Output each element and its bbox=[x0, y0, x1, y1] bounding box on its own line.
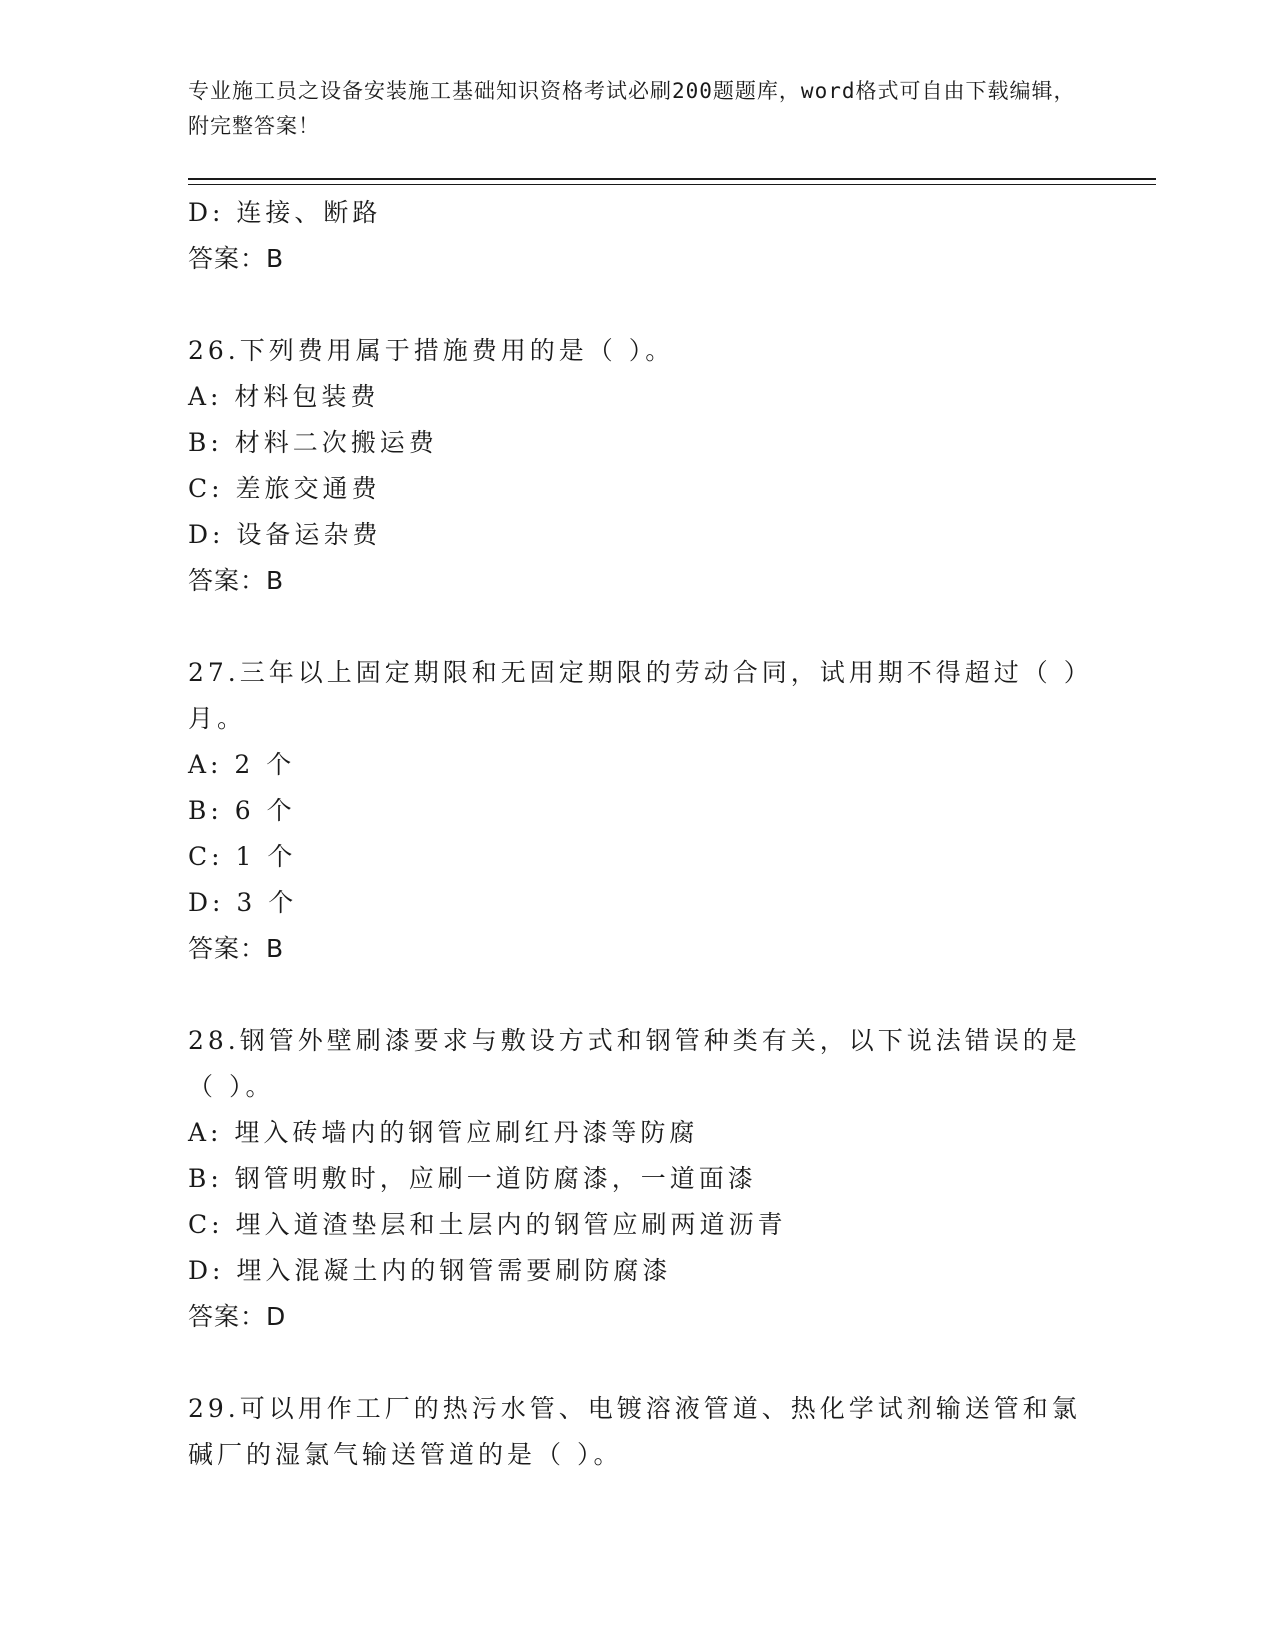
spacer bbox=[188, 282, 1088, 328]
option-d: D: 设备运杂费 bbox=[188, 520, 382, 549]
question-28 bbox=[188, 1018, 1088, 1340]
question-29 bbox=[188, 1386, 1088, 1478]
answer-label: 答案：B bbox=[188, 934, 285, 963]
option-b: B: 6 个 bbox=[188, 796, 296, 825]
question-26 bbox=[188, 328, 1088, 604]
question-stem: 27.三年以上固定期限和无固定期限的劳动合同，试用期不得超过（ ）月。 bbox=[188, 658, 1081, 733]
option-d: D: 3 个 bbox=[188, 888, 298, 917]
question-stem: 26.下列费用属于措施费用的是（ ）。 bbox=[188, 336, 675, 365]
header-rule-thick bbox=[188, 178, 1156, 180]
option-c: C: 1 个 bbox=[188, 842, 297, 871]
option-a: A: 埋入砖墙内的钢管应刷红丹漆等防腐 bbox=[188, 1118, 699, 1147]
spacer bbox=[188, 972, 1088, 1018]
option-d: D: 埋入混凝土内的钢管需要刷防腐漆 bbox=[188, 1256, 672, 1285]
option-a: A: 2 个 bbox=[188, 750, 296, 779]
spacer bbox=[188, 604, 1088, 650]
option-d: D: 连接、断路 bbox=[188, 198, 382, 227]
answer-label: 答案：B bbox=[188, 244, 285, 273]
option-b: B: 材料二次搬运费 bbox=[188, 428, 438, 457]
question-stem: 28.钢管外壁刷漆要求与敷设方式和钢管种类有关，以下说法错误的是（ ）。 bbox=[188, 1026, 1081, 1101]
header-rule-thin bbox=[188, 184, 1156, 185]
answer-label: 答案：B bbox=[188, 566, 285, 595]
spacer bbox=[188, 1340, 1088, 1386]
question-stem: 29.可以用作工厂的热污水管、电镀溶液管道、热化学试剂输送管和氯碱厂的湿氯气输送管道的是（ ）。 bbox=[188, 1394, 1081, 1469]
option-c: C: 埋入道渣垫层和土层内的钢管应刷两道沥青 bbox=[188, 1210, 787, 1239]
option-c: C: 差旅交通费 bbox=[188, 474, 381, 503]
option-a: A: 材料包装费 bbox=[188, 382, 380, 411]
answer-label: 答案：D bbox=[188, 1302, 287, 1331]
question-25-tail bbox=[188, 190, 1088, 282]
option-b: B: 钢管明敷时，应刷一道防腐漆，一道面漆 bbox=[188, 1164, 757, 1193]
question-27 bbox=[188, 650, 1088, 972]
question-list bbox=[188, 190, 1088, 1478]
document-header: 专业施工员之设备安装施工基础知识资格考试必刷200题题库，word格式可自由下载编辑，附完整答案！ bbox=[188, 79, 1076, 138]
